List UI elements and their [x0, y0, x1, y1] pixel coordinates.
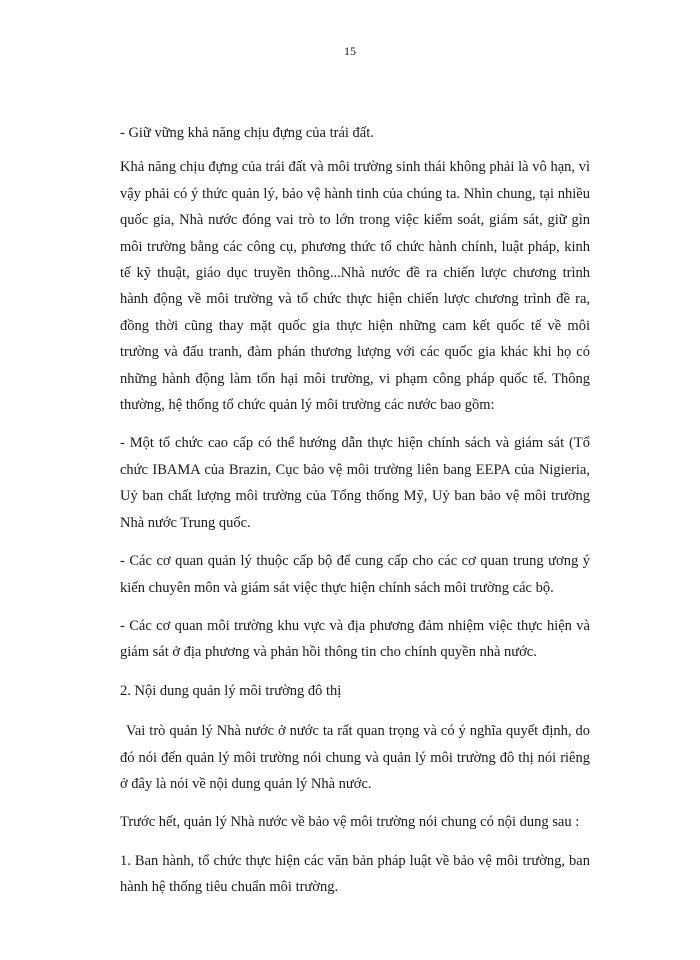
- bullet-paragraph-high-level-organization: - Một tổ chức cao cấp có thể hướng dẫn thực hiện chính sách và giám sát (Tổ chức IBAMA của Brazin, Cục bảo vệ môi trường liên bang EEPA của Nigieria, Uỷ ban chất lượng môi trường của Tổng thống Mỹ, Uỷ ban bảo vệ môi trường Nhà nước Trung quốc.: [120, 435, 590, 531]
- paragraph-state-management-role: Vai trò quản lý Nhà nước ở nước ta rất quan trọng và có ý nghĩa quyết định, do đó nói đến quản lý môi trường nói chung và quản lý môi trường đô thị nói riêng ở đây là nói về nội dung quản lý Nhà nước.: [120, 723, 590, 792]
- page-number: 15: [344, 44, 356, 58]
- numbered-paragraph-legal-documents: 1. Ban hành, tổ chức thực hiện các văn bản pháp luật về bảo vệ môi trường, ban hành hệ thống tiêu chuẩn môi trường.: [120, 852, 590, 896]
- paragraph-first-of-all: Trước hết, quản lý Nhà nước về bảo vệ môi trường nói chung có nội dung sau :: [120, 814, 580, 831]
- bullet-paragraph-regional-agencies: - Các cơ quan môi trường khu vực và địa phương đảm nhiệm việc thực hiện và giám sát ở địa phương và phản hồi thông tin cho chính quyền nhà nước.: [120, 617, 590, 661]
- bullet-paragraph-earth-capacity: - Giữ vững khả năng chịu đựng của trái đất.: [120, 125, 374, 141]
- section-heading-urban-environment: 2. Nội dung quản lý môi trường đô thị: [120, 682, 342, 699]
- paragraph-earth-capacity-explanation: Khả năng chịu đựng của trái đất và môi trường sinh thái không phải là vô hạn, vì vậy phải có ý thức quản lý, bảo vệ hành tinh của chúng ta. Nhìn chung, tại nhiều quốc gia, Nhà nước đóng vai trò to lớn trong việc kiểm soát, giám sát, giữ gìn môi trường bằng các công cụ, phương thức tổ chức hành chính, luật pháp, kinh tế kỹ thuật, giáo dục truyền thông...Nhà nước đề ra chiến lược chương trình hành động về môi trường và tổ chức thực hiện chiến lược chương trình đề ra, đồng thời cũng thay mặt quốc gia thực hiện những cam kết quốc tế về môi trường và đấu tranh, đàm phán thương lượng với các quốc gia khác khi họ có những hành động làm tổn hại môi trường, vi phạm công pháp quốc tế. Thông thường, hệ thống tổ chức quản lý môi trường các nước bao gồm:: [120, 159, 590, 414]
- bullet-paragraph-ministry-agencies: - Các cơ quan quản lý thuộc cấp bộ để cung cấp cho các cơ quan trung ương ý kiến chuyên môn và giám sát việc thực hiện chính sách môi trường các bộ.: [120, 553, 590, 596]
- page-body: [120, 120, 590, 901]
